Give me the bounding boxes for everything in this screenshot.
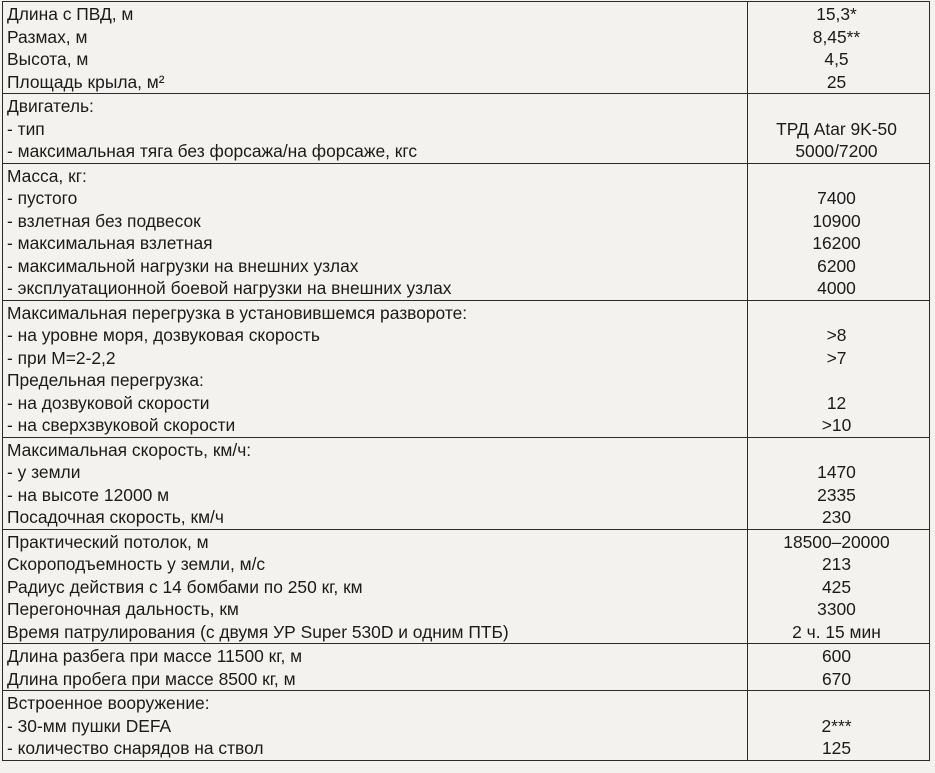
row-value: >10 — [748, 414, 930, 437]
row-label: - на дозвуковой скорости — [7, 392, 210, 413]
row-value: 2 ч. 15 мин — [748, 621, 930, 644]
section-performance — [3, 529, 930, 644]
row-label: Посадочная скорость, км/ч — [7, 507, 224, 527]
row-label: - при М=2-2,2 — [7, 347, 116, 368]
row-value: 600 — [748, 644, 930, 668]
section-heading: Встроенное вооружение: — [7, 693, 210, 713]
row-value: 18500–20000 — [748, 529, 930, 553]
table-row — [3, 644, 930, 668]
row-label: Площадь крыла, м² — [7, 71, 165, 92]
row-value: 4000 — [748, 277, 930, 300]
row-label: Длина с ПВД, м — [7, 4, 134, 24]
table-row — [3, 576, 930, 599]
row-label: Скороподъемность у земли, м/с — [7, 554, 266, 574]
table-row — [3, 553, 930, 576]
row-label: - 30-мм пушки DEFA — [7, 715, 172, 736]
row-label: - максимальная тяга без форсажа/на форсаже, кгс — [7, 141, 418, 161]
section-mass — [3, 163, 930, 300]
section-g-load — [3, 300, 930, 437]
row-value — [748, 437, 930, 461]
row-label: - взлетная без подвесок — [7, 210, 201, 231]
row-value: 213 — [748, 553, 930, 576]
row-value: ТРД Atar 9K-50 — [748, 118, 930, 141]
row-label: Размах, м — [7, 26, 88, 47]
row-value: 1470 — [748, 461, 930, 484]
table-row — [3, 414, 930, 437]
row-value: >8 — [748, 324, 930, 347]
table-row — [3, 118, 930, 141]
row-value: 12 — [748, 392, 930, 415]
row-label: Длина пробега при массе 8500 кг, м — [7, 668, 296, 689]
row-value: 25 — [748, 71, 930, 94]
section-heading: Двигатель: — [7, 96, 94, 116]
row-value: 230 — [748, 506, 930, 529]
table-row — [3, 392, 930, 415]
row-value: 10900 — [748, 210, 930, 233]
table-row — [3, 369, 930, 392]
table-row — [3, 437, 930, 461]
row-label: Практический потолок, м — [7, 531, 209, 552]
row-value — [748, 163, 930, 187]
table-row — [3, 210, 930, 233]
section-heading: Максимальная перегрузка в установившемся развороте: — [7, 302, 468, 323]
row-label: - пустого — [7, 188, 78, 208]
row-label: - на сверхзвуковой скорости — [7, 415, 236, 435]
row-value — [748, 300, 930, 324]
table-row — [3, 26, 930, 49]
section-runway — [3, 644, 930, 691]
table-row — [3, 48, 930, 71]
row-label: - тип — [7, 118, 45, 139]
table-row — [3, 277, 930, 300]
row-value — [748, 369, 930, 392]
table-row — [3, 232, 930, 255]
section-speed — [3, 437, 930, 529]
table-row — [3, 715, 930, 738]
row-label: - максимальной нагрузки на внешних узлах — [7, 255, 359, 276]
row-value — [748, 691, 930, 715]
section-heading: Предельная перегрузка: — [7, 370, 204, 390]
row-value: 2335 — [748, 484, 930, 507]
table-row — [3, 140, 930, 163]
row-label: - эксплуатационной боевой нагрузки на внешних узлах — [7, 278, 452, 298]
row-value: 2*** — [748, 715, 930, 738]
table-row — [3, 691, 930, 715]
row-value: 8,45** — [748, 26, 930, 49]
section-heading: Масса, кг: — [7, 165, 87, 186]
table-row — [3, 484, 930, 507]
table-row — [3, 163, 930, 187]
table-row — [3, 461, 930, 484]
row-value: 425 — [748, 576, 930, 599]
table-row — [3, 529, 930, 553]
row-value: 16200 — [748, 232, 930, 255]
row-label: Длина разбега при массе 11500 кг, м — [7, 646, 303, 666]
table-row — [3, 621, 930, 644]
table-row — [3, 324, 930, 347]
section-heading: Максимальная скорость, км/ч: — [7, 439, 252, 460]
row-value: 5000/7200 — [748, 140, 930, 163]
row-label: Перегоночная дальность, км — [7, 599, 239, 619]
table-row — [3, 71, 930, 94]
section-dimensions — [3, 2, 930, 94]
row-value: 125 — [748, 737, 930, 760]
table-row — [3, 255, 930, 278]
table-row — [3, 347, 930, 370]
section-armament — [3, 691, 930, 761]
row-label: - количество снарядов на ствол — [7, 738, 264, 758]
row-value: 15,3* — [748, 2, 930, 26]
row-label: Высота, м — [7, 49, 89, 69]
row-value: 670 — [748, 668, 930, 691]
table-row — [3, 187, 930, 210]
table-row — [3, 737, 930, 760]
row-label: - у земли — [7, 462, 81, 482]
table-row — [3, 2, 930, 26]
row-label: - на уровне моря, дозвуковая скорость — [7, 325, 320, 345]
row-value: 6200 — [748, 255, 930, 278]
table-row — [3, 506, 930, 529]
row-value: >7 — [748, 347, 930, 370]
row-label: - максимальная взлетная — [7, 233, 213, 253]
row-value: 3300 — [748, 598, 930, 621]
row-value — [748, 94, 930, 118]
row-value: 4,5 — [748, 48, 930, 71]
row-label: Время патрулирования (с двумя УР Super 530D и одним ПТБ) — [7, 621, 509, 642]
table-row — [3, 668, 930, 691]
table-row — [3, 598, 930, 621]
specifications-table — [2, 1, 930, 761]
table-row — [3, 94, 930, 118]
row-value: 7400 — [748, 187, 930, 210]
row-label: - на высоте 12000 м — [7, 484, 170, 505]
row-label: Радиус действия с 14 бомбами по 250 кг, км — [7, 576, 363, 597]
table-row — [3, 300, 930, 324]
section-engine — [3, 94, 930, 164]
